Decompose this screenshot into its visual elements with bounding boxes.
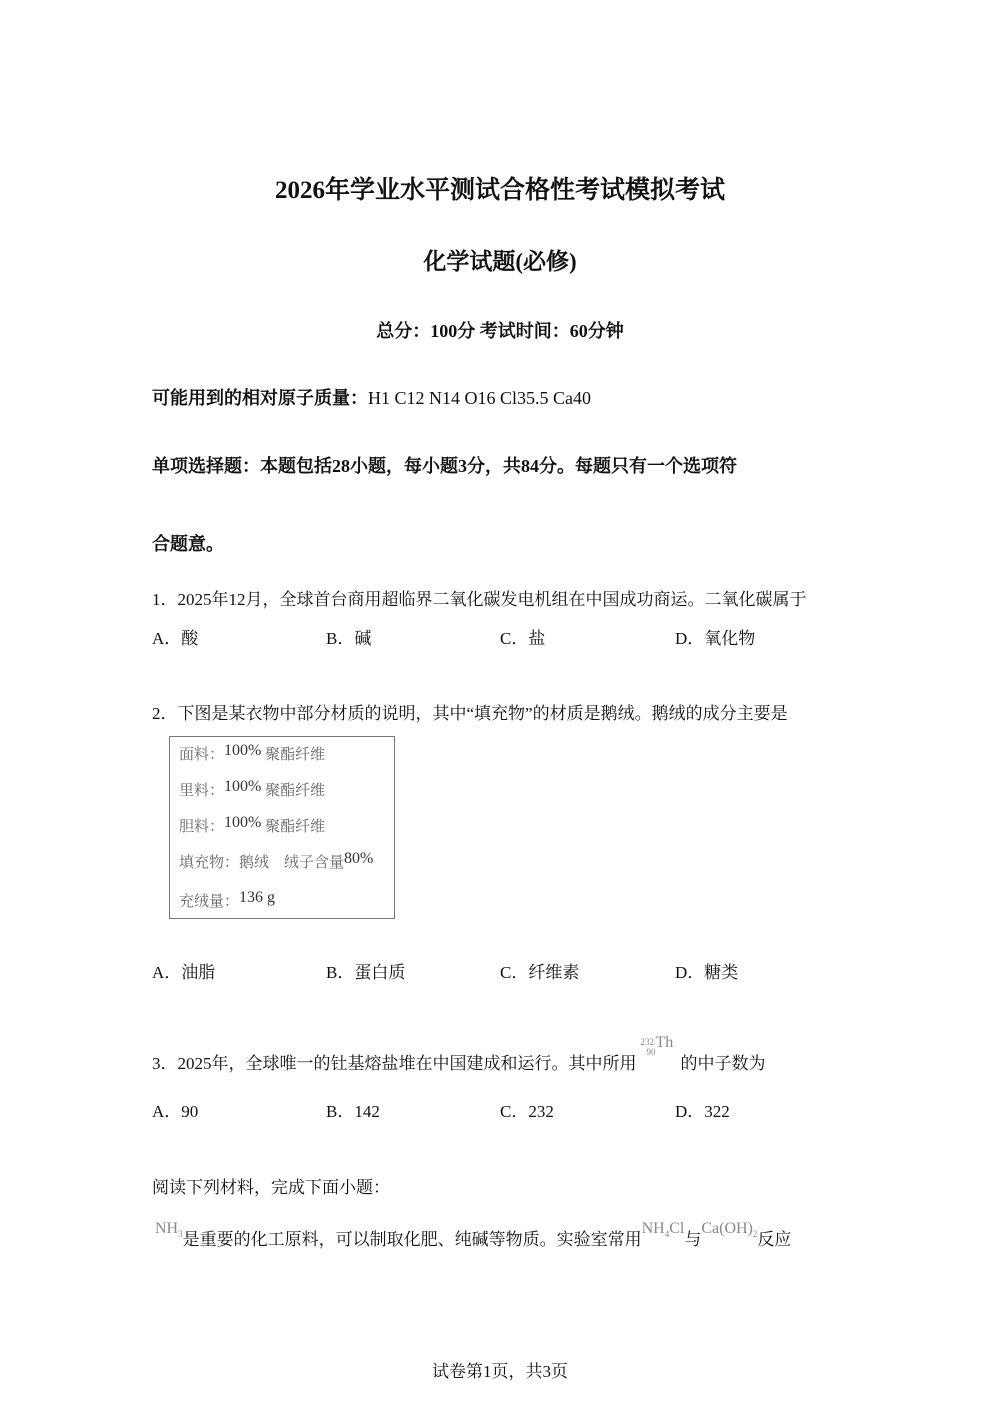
reading-intro: 阅读下列材料，完成下面小题： [152, 1178, 390, 1197]
question-3-option-b: B．142 [326, 1102, 380, 1121]
page-title: 2026年学业水平测试合格性考试模拟考试 [274, 177, 725, 204]
question-2-text: 2．下图是某衣物中部分材质的说明，其中“填充物”的材质是鹅绒。鹅绒的成分主要是 [152, 704, 788, 723]
question-3-option-c: C．232 [500, 1102, 554, 1121]
reading-text: $NH_3$是重要的化工原料，可以制取化肥、纯碱等物质。实验室常用$NH_4Cl$与$Ca(OH)_2$反应 [155, 1220, 792, 1249]
clothing-label-box [169, 736, 395, 919]
formula-ammonia: $NH_3$ [155, 1220, 183, 1240]
page-subtitle: 化学试题(必修) [423, 249, 577, 274]
atomic-mass-line [152, 384, 591, 410]
question-3-option-d: D．322 [675, 1102, 730, 1121]
question-2-option-b: B．蛋白质 [326, 963, 406, 982]
exam-meta: 总分：100分 考试时间：60分钟 [376, 321, 624, 341]
question-1-option-d: D．氧化物 [675, 629, 756, 648]
question-1-option-a: A．酸 [152, 629, 199, 648]
question-1-text: 1．2025年12月，全球首台商用超临界二氧化碳发电机组在中国成功商运。二氧化碳属于 [152, 590, 807, 609]
question-2-option-c: C．纤维素 [500, 963, 580, 982]
page-footer: 试卷第1页，共3页 [432, 1362, 568, 1381]
question-1-option-b: B．碱 [326, 629, 372, 648]
question-2-option-d: D．糖类 [675, 963, 739, 982]
formula-calcium-hydroxide: $Ca(OH)_2$ [701, 1220, 758, 1240]
question-2-option-a: A．油脂 [152, 963, 216, 982]
label-row-liner: 胆料：100% 聚酯纤维 [179, 814, 326, 835]
question-3-text: 3．2025年，全球唯一的钍基熔盐堆在中国建成和运行。其中所用 232 90 Th 的中子数为 [152, 1034, 766, 1073]
label-row-lining: 里料：100% 聚酯纤维 [179, 778, 326, 799]
label-row-filling: 填充物：鹅绒 绒子含量80% [179, 850, 374, 871]
question-3-option-a: A．90 [152, 1102, 199, 1121]
label-row-fabric: 面料：100% 聚酯纤维 [179, 742, 326, 763]
label-row-fill-weight: 充绒量：136 g [179, 889, 276, 910]
section-instruction-line1: 单项选择题：本题包括28小题，每小题3分，共84分。每题只有一个选项符 [152, 456, 737, 476]
question-1-option-c: C．盐 [500, 629, 546, 648]
atomic-mass-values: H1 C12 N14 O16 Cl35.5 Ca40 [368, 388, 592, 408]
atomic-mass-label: 可能用到的相对原子质量： [152, 388, 368, 408]
thorium-nuclide-symbol: 232 90 Th [640, 1034, 674, 1057]
formula-ammonium-chloride: $NH_4Cl$ [641, 1220, 685, 1240]
section-instruction-line2: 合题意。 [152, 534, 224, 554]
